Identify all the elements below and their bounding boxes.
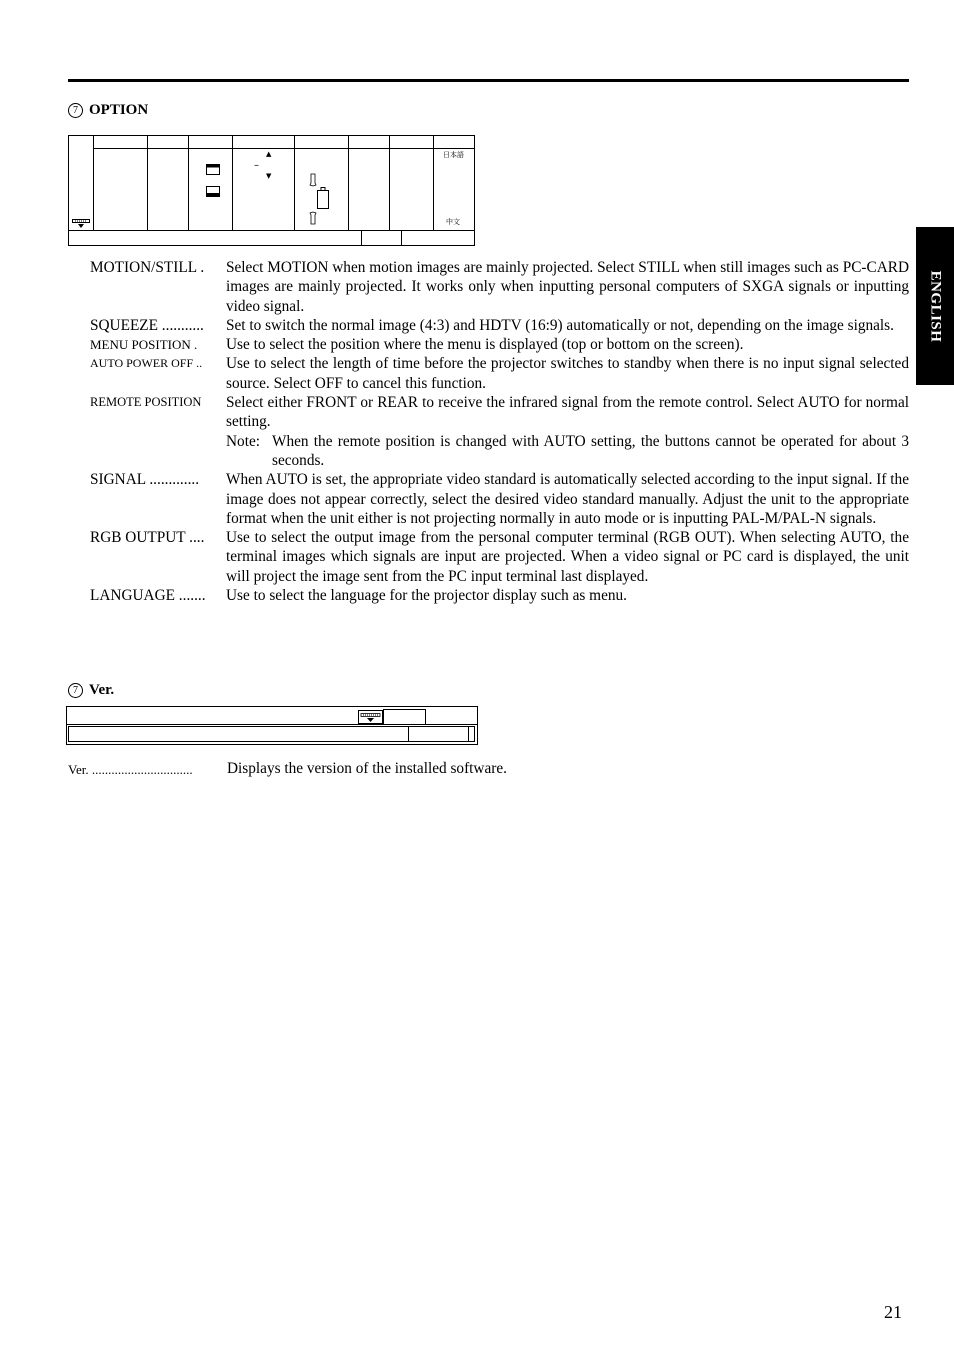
ver-title: Ver.	[89, 682, 115, 698]
menu-icon	[358, 710, 383, 724]
menu-top-icon	[206, 162, 220, 180]
header-row-line	[93, 148, 474, 149]
arrow-down-icon: ▼	[266, 172, 272, 180]
projector-box-icon	[317, 187, 329, 214]
ver-menu-diagram	[66, 706, 478, 745]
menu-icon	[72, 216, 90, 226]
desc-rgb-output: RGB OUTPUT .... Use to select the output image from the personal computer terminal (RGB OUT). When selecting AUTO, the terminal images which signals are input are projected. When a video signal or PC card is displayed, the unit will project the image sent from the PC input terminal last displayed.	[90, 529, 909, 585]
language-chinese: 中文	[446, 218, 460, 226]
language-japanese: 日本語	[443, 151, 464, 159]
desc-ver: Ver. ............................... Displays the version of the installed software.	[68, 760, 507, 777]
remote-rear-icon	[309, 211, 317, 230]
desc-menu-position: MENU POSITION . Use to select the position where the menu is displayed (top or bottom on the screen).	[90, 336, 744, 354]
arrow-up-icon: ▲	[266, 150, 272, 158]
desc-auto-power-off: AUTO POWER OFF .. Use to select the length of time before the projector switches to standby when there is no input signal selected source. Select OFF to cancel this function.	[90, 355, 909, 392]
desc-signal: SIGNAL ............. When AUTO is set, the appropriate video standard is automatically selected according to the input signal. If the image does not appear correctly, select the desired video standard manually. Adjust the unit to the appropriate format when the unit either is not projecting normally in auto mode or is inputting PAL-M/PAL-N signals.	[90, 471, 909, 527]
section-marker: 7	[68, 683, 83, 698]
ver-section-title	[68, 682, 114, 699]
page-number: 21	[884, 1302, 902, 1322]
desc-remote-position: REMOTE POSITION Select either FRONT or REAR to receive the infrared signal from the remote control. Select AUTO for normal setting.	[90, 394, 909, 431]
top-rule	[68, 79, 909, 82]
section-marker: 7	[68, 103, 83, 118]
option-title: OPTION	[89, 102, 149, 118]
desc-motion-still: MOTION/STILL . Select MOTION when motion images are mainly projected. Select STILL when still images such as PC-CARD images are mainly projected. It works only when inputting personal computers of SXGA signals or inputting video signal.	[90, 259, 909, 315]
language-side-tab: ENGLISH	[916, 227, 954, 385]
option-section-title	[68, 102, 148, 119]
dash-mark: –	[254, 160, 259, 171]
remote-front-icon	[309, 173, 317, 192]
footer-row-line	[69, 230, 474, 231]
option-descriptions	[90, 258, 909, 605]
desc-squeeze: SQUEEZE ........... Set to switch the normal image (4:3) and HDTV (16:9) automatically or not, depending on the image signals.	[90, 316, 894, 334]
option-menu-diagram	[68, 135, 475, 246]
menu-bottom-icon	[206, 184, 220, 202]
desc-language: LANGUAGE ....... Use to select the language for the projector display such as menu.	[90, 587, 627, 605]
remote-position-note: Note: When the remote position is changed with AUTO setting, the buttons cannot be operated for about 3 seconds.	[226, 432, 909, 469]
